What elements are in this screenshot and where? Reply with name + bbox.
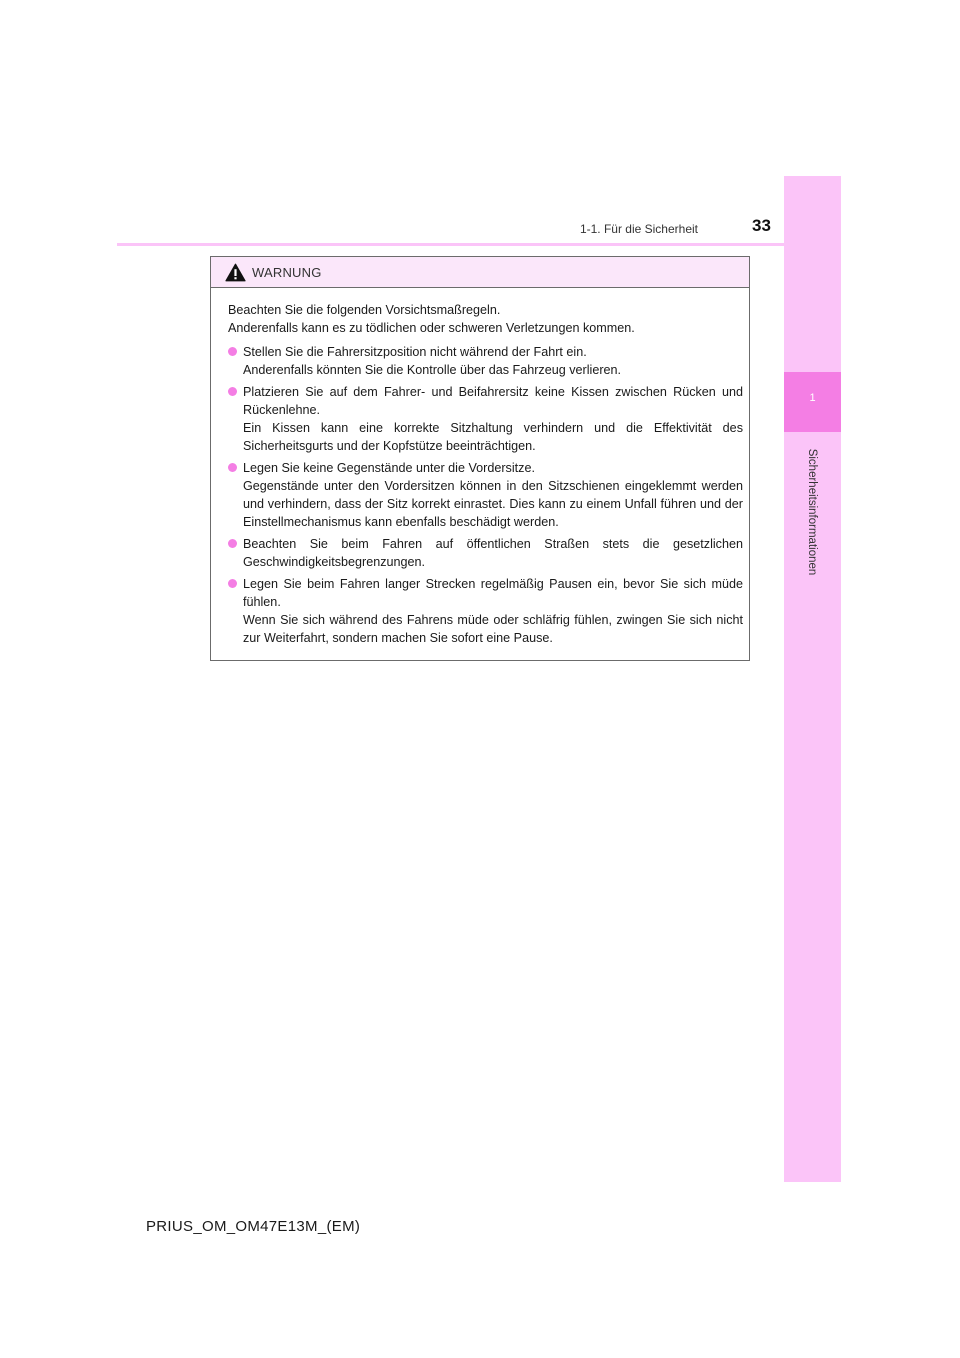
intro-line: Anderenfalls kann es zu tödlichen oder schweren Verletzungen kommen. xyxy=(228,321,635,335)
warning-list-item xyxy=(228,459,743,531)
chapter-number: 1 xyxy=(809,392,816,404)
chapter-label: Sicherheitsinformationen xyxy=(806,448,818,576)
list-item-line: Platzieren Sie auf dem Fahrer- und Beifahrersitz keine Kissen zwischen Rücken und Rückenlehne. xyxy=(243,385,743,417)
warning-header xyxy=(211,257,749,288)
list-item-line: Ein Kissen kann eine korrekte Sitzhaltung verhindern und die Effektivität des Sicherheitsgurts und der Kopfstütze beeinträchtigen. xyxy=(243,421,743,453)
list-item-line: Anderenfalls könnten Sie die Kontrolle über das Fahrzeug verlieren. xyxy=(243,363,622,377)
bullet-dot-icon xyxy=(228,387,237,396)
section-title: 1-1. Für die Sicherheit xyxy=(579,222,698,236)
bullet-dot-icon xyxy=(228,463,237,472)
page-number: 33 xyxy=(752,216,771,235)
list-item-line: Gegenstände unter den Vordersitzen können in den Sitzschienen eingeklemmt werden und verhindern, dass der Sitz korrekt einrastet. Dies kann zu einem Unfall führen und der Einstellmechanismus kann ebenfalls beschädigt werden. xyxy=(243,479,743,529)
warning-box xyxy=(210,256,750,661)
warning-list-item xyxy=(228,343,743,379)
document-code: PRIUS_OM_OM47E13M_(EM) xyxy=(146,1218,361,1235)
chapter-side-tab xyxy=(784,176,841,1182)
warning-list-item xyxy=(228,575,743,647)
list-item-line: Stellen Sie die Fahrersitzposition nicht während der Fahrt ein. xyxy=(243,345,587,359)
list-item-line: Wenn Sie sich während des Fahrens müde oder schläfrig fühlen, zwingen Sie sich nicht zur Weiterfahrt, sondern machen Sie sofort eine Pause. xyxy=(243,613,743,645)
list-item-line: Legen Sie beim Fahren langer Strecken regelmäßig Pausen ein, bevor Sie sich müde fühlen. xyxy=(243,577,743,609)
header-rule xyxy=(117,243,841,246)
bullet-dot-icon xyxy=(228,579,237,588)
list-item-line: Legen Sie keine Gegenstände unter die Vordersitze. xyxy=(243,461,535,475)
warning-list-item xyxy=(228,535,743,571)
warning-body xyxy=(211,288,749,647)
warning-list-item xyxy=(228,383,743,455)
intro-line: Beachten Sie die folgenden Vorsichtsmaßregeln. xyxy=(228,303,501,317)
warning-intro xyxy=(228,301,743,337)
warning-triangle-icon xyxy=(225,263,246,282)
bullet-dot-icon xyxy=(228,539,237,548)
bullet-dot-icon xyxy=(228,347,237,356)
list-item-line: Beachten Sie beim Fahren auf öffentlichen Straßen stets die gesetzlichen Geschwindigkeitsbegrenzungen. xyxy=(243,537,743,569)
warning-title: WARNUNG xyxy=(252,264,322,280)
